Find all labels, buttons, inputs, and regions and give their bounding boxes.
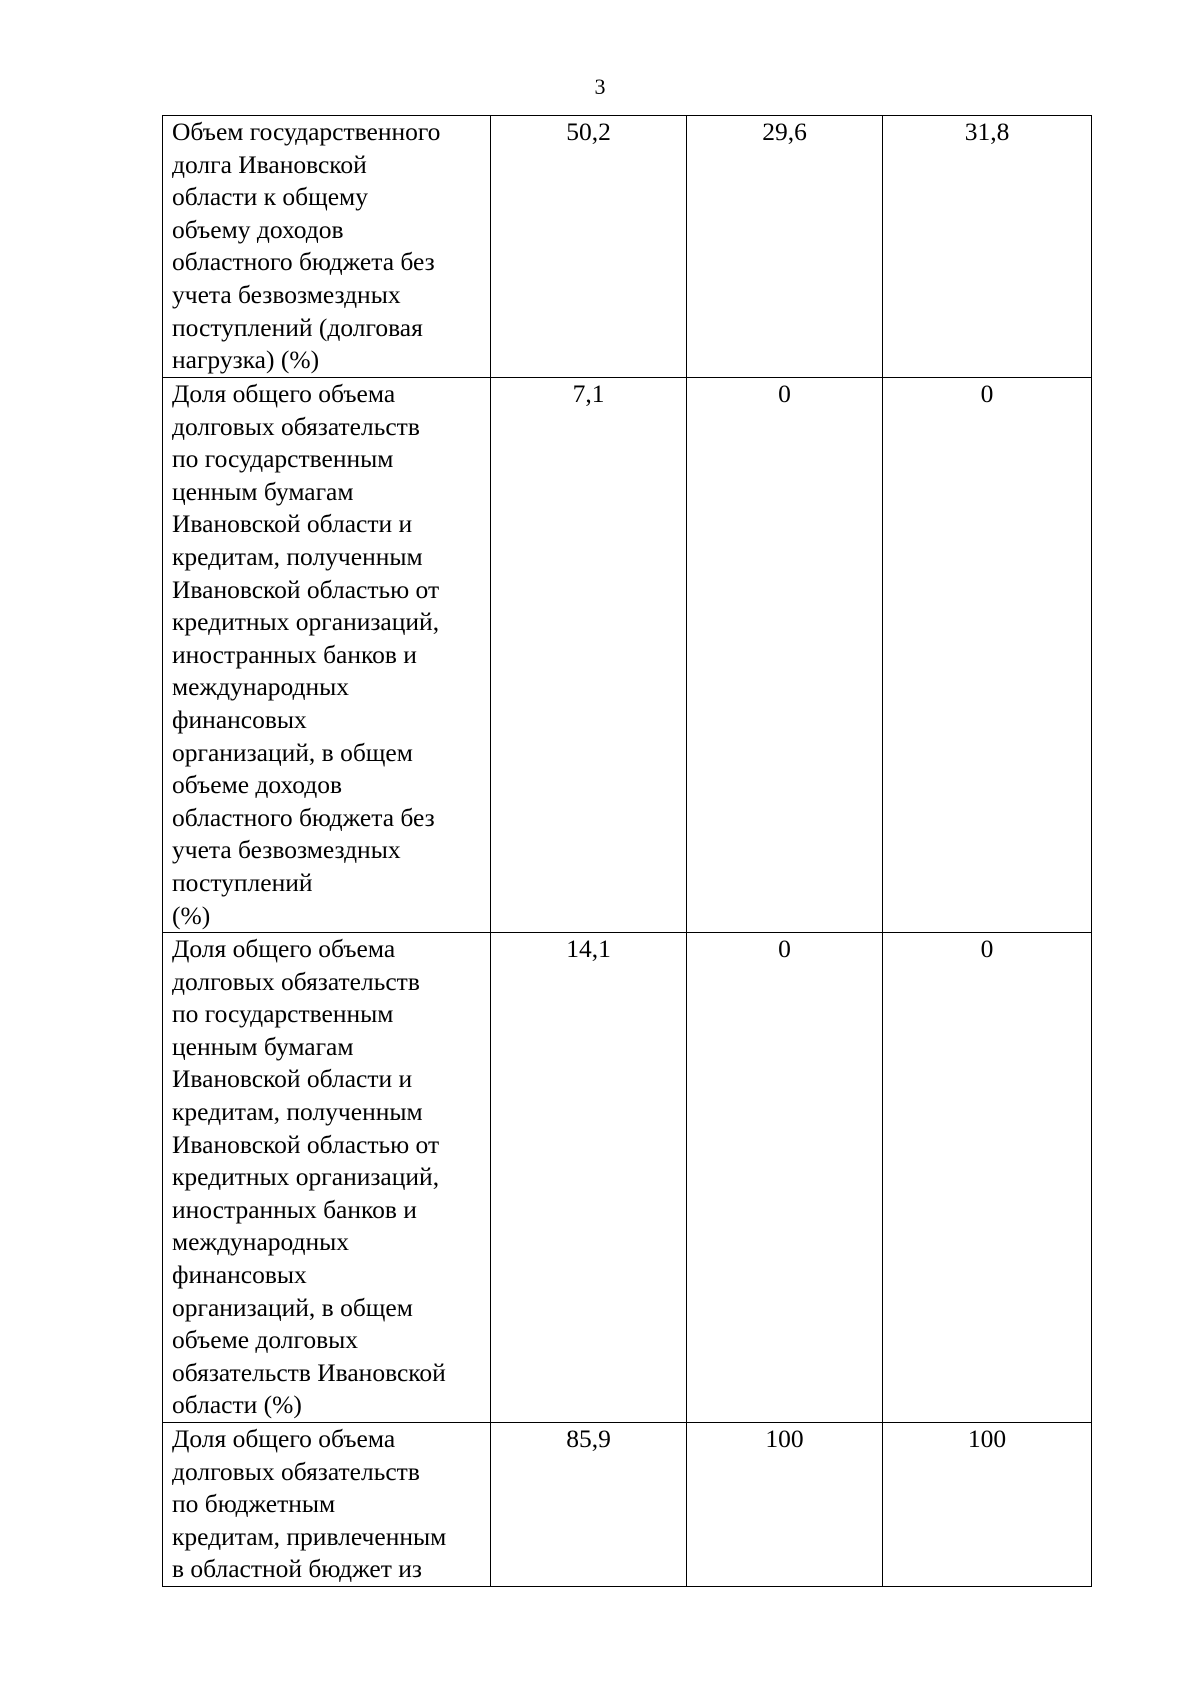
table-row bbox=[163, 933, 1092, 1423]
value-text: 31,8 bbox=[964, 117, 1010, 146]
value-cell bbox=[687, 378, 883, 933]
indicator-label: Объем государственного долга Ивановской области к общему объему доходов областного бюджета без учета безвозмездных поступлений (долговая нагрузка) (%) bbox=[172, 117, 441, 375]
table-row bbox=[163, 116, 1092, 378]
value-cell bbox=[687, 1423, 883, 1587]
page-number: 3 bbox=[594, 74, 606, 99]
value-cell bbox=[687, 116, 883, 378]
value-text: 0 bbox=[980, 934, 994, 964]
value-cell bbox=[491, 116, 687, 378]
value-cell bbox=[491, 378, 687, 933]
indicator-label: Доля общего объема долговых обязательств по государственным ценным бумагам Ивановской области и кредитам, полученным Ивановской областью от кредитных организаций, иностранных банков и международных финансовых организаций, в общем объеме доходов областного бюджета без учета безвозмездных поступлений (%) bbox=[172, 379, 440, 930]
value-text: 0 bbox=[980, 379, 994, 408]
table-row bbox=[163, 378, 1092, 933]
value-text: 50,2 bbox=[566, 117, 611, 146]
value-text: 29,6 bbox=[762, 117, 807, 146]
indicator-label-cell bbox=[163, 933, 491, 1423]
indicator-label-cell bbox=[163, 1423, 491, 1587]
value-cell bbox=[687, 933, 883, 1423]
value-text: 0 bbox=[778, 934, 791, 964]
value-text: 14,1 bbox=[566, 934, 611, 964]
value-cell bbox=[491, 1423, 687, 1587]
indicator-label: Доля общего объема долговых обязательств по государственным ценным бумагам Ивановской области и кредитам, полученным Ивановской областью от кредитных организаций, иностранных банков и международных финансовых организаций, в общем объеме долговых обязательств Ивановской области (%) bbox=[172, 934, 446, 1420]
indicator-label-cell bbox=[163, 378, 491, 933]
indicators-table bbox=[162, 115, 1092, 1587]
value-cell bbox=[491, 933, 687, 1423]
value-text: 100 bbox=[765, 1424, 804, 1454]
indicator-label-cell bbox=[163, 116, 491, 378]
value-cell bbox=[883, 1423, 1092, 1587]
value-text: 85,9 bbox=[566, 1424, 611, 1454]
value-cell bbox=[883, 378, 1092, 933]
table-row bbox=[163, 1423, 1092, 1587]
indicator-label: Доля общего объема долговых обязательств по бюджетным кредитам, привлеченным в областной бюджет из bbox=[172, 1424, 447, 1584]
value-cell bbox=[883, 933, 1092, 1423]
value-cell bbox=[883, 116, 1092, 378]
value-text: 100 bbox=[967, 1424, 1007, 1454]
value-text: 7,1 bbox=[572, 379, 605, 408]
value-text: 0 bbox=[778, 379, 791, 408]
